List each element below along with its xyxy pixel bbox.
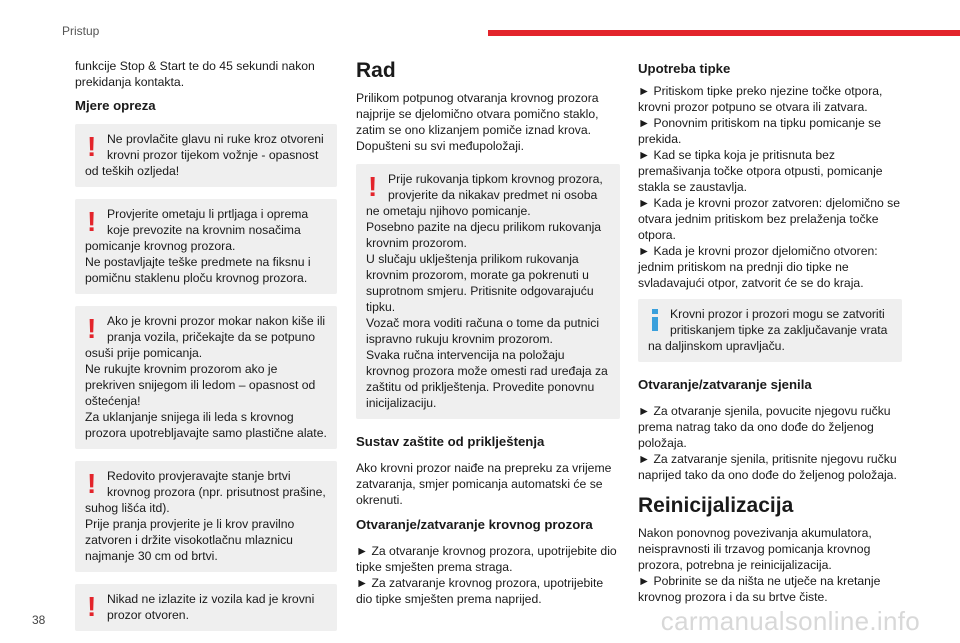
page-header-label: Pristup <box>62 24 100 38</box>
warning-text: osuši prije pomicanja. <box>85 346 203 360</box>
warning-text: od teških ozljeda! <box>85 164 180 178</box>
open-close-roof-text: ► Za otvaranje krovnog prozora, upotrijebite dio tipke smješten prema straga. ► Za zatvaranje krovnog prozora, upotrijebite dio tipke smješten prema naprijed. <box>356 544 617 606</box>
warning-box-2 <box>75 199 337 294</box>
warning-text: U slučaju uklještenja prilikom rukovanja krovnim prozorom, morate ga pokrenuti u suprotnom smjeru. Pritisnite odgovarajuću tipku. <box>366 252 594 314</box>
intro-text: funkcije Stop & Start te do 45 sekundi nakon prekidanja kontakta. <box>75 59 315 89</box>
warning-text: ne ometaju njihovo pomicanje. <box>366 204 531 218</box>
warning-text: Provjerite ometaju li prtljaga i oprema koje prevozite na krovnim nosačima <box>107 207 309 237</box>
warning-text: pomicanje krovnog prozora. <box>85 239 236 253</box>
warning-text: Posebno pazite na djecu prilikom rukovanja krovnim prozorom. <box>366 220 602 250</box>
warning-text: Ne postavljajte teške predmete na fiksnu i pomičnu staklenu ploču krovnog prozora. <box>85 255 311 285</box>
warning-text: Ne provlačite glavu ni ruke kroz otvoreni krovni prozor tijekom vožnje - opasnost <box>107 132 324 162</box>
operation-intro: Prilikom potpunog otvaranja krovnog prozora najprije se djelomično otvara pomično staklo, zatim se ono klizanjem pomiče iznad krova. Dopušteni su svi međupoložaji. <box>356 91 599 153</box>
anti-pinch-text: Ako krovni prozor naiđe na prepreku za vrijeme zatvaranja, smjer pomicanja automatski će se okrenuti. <box>356 461 612 507</box>
warning-icon: ! <box>87 313 97 344</box>
button-use-text: ► Pritiskom tipke preko njezine točke otpora, krovni prozor potpuno se otvara ili zatvara. ► Ponovnim pritiskom na tipku pomicanje se prekida. ► Kad se tipka koja je pritisnuta bez premašivanja točke otpora otpusti, pomicanje stakla se zaustavlja. ► Kada je krovni prozor zatvoren: djelomično se otvara jednim pritiskom bez prelaženja točke otpora. ► Kada je krovni prozor djelomično otvoren: jednim pritiskom na prednji dio tipke ne svladavajući otpor, zatvorit će se do kraja. <box>638 84 901 290</box>
warning-text: Za uklanjanje snijega ili leda s krovnog prozora upotrebljavajte samo plastične alate. <box>85 410 327 440</box>
warning-text: Redovito provjeravajte stanje brtvi krovnog prozora (npr. prisutnost prašine, <box>107 469 326 499</box>
warning-box-5 <box>75 584 337 631</box>
warning-text: suhog lišća itd). <box>85 501 170 515</box>
info-icon <box>652 309 658 331</box>
warning-icon: ! <box>87 131 97 162</box>
warning-icon: ! <box>87 468 97 499</box>
warning-box-1 <box>75 124 337 187</box>
heading-precautions: Mjere opreza <box>75 98 156 113</box>
info-text: Krovni prozor i prozori mogu se zatvoriti pritiskanjem tipke za zaključavanje vrata <box>670 307 888 337</box>
heading-anti-pinch: Sustav zaštite od priklještenja <box>356 434 545 449</box>
info-text: na daljinskom upravljaču. <box>648 339 785 353</box>
info-box-remote <box>638 299 902 362</box>
heading-blind: Otvaranje/zatvaranje sjenila <box>638 377 812 392</box>
warning-text: Vozač mora voditi računa o tome da putnici ispravno rukuju krovnim prozorom. <box>366 316 600 346</box>
column-middle <box>356 58 620 607</box>
warning-box-3 <box>75 306 337 449</box>
warning-box-4 <box>75 461 337 572</box>
section-title-reinit: Reinicijalizacija <box>638 494 794 517</box>
warning-icon: ! <box>87 206 97 237</box>
page-number: 38 <box>32 613 46 627</box>
warning-text: Nikad ne izlazite iz vozila kad je krovni prozor otvoren. <box>107 592 315 622</box>
blind-text: ► Za otvaranje sjenila, povucite njegovu ručku prema natrag tako da ono dođe do željenog položaja. ► Za zatvaranje sjenila, pritisnite njegovu ručku naprijed tako da ono dođe do željenog položaja. <box>638 404 897 482</box>
watermark: carmanualsonline.info <box>660 606 920 636</box>
column-left <box>75 58 337 643</box>
warning-text: Ne rukujte krovnim prozorom ako je prekriven snijegom ili ledom – opasnost od oštećenja! <box>85 362 316 408</box>
column-right <box>638 58 902 605</box>
warning-icon: ! <box>368 171 378 202</box>
warning-text: Prije pranja provjerite je li krov pravilno zatvoren i držite visokotlačnu mlaznicu najmanje 30 cm od brtvi. <box>85 517 295 563</box>
warning-box-operation <box>356 164 620 419</box>
header-accent-bar <box>488 30 960 36</box>
section-title-operation: Rad <box>356 59 396 82</box>
warning-text: Prije rukovanja tipkom krovnog prozora, provjerite da nikakav predmet ni osoba <box>388 172 603 202</box>
reinit-text: Nakon ponovnog povezivanja akumulatora, neispravnosti ili trzavog pomicanja krovnog prozora, potrebna je reinicijalizacija. ► Pobrinite se da ništa ne utječe na kretanje krovnog prozora i da su brtve čiste. <box>638 526 881 604</box>
warning-icon: ! <box>87 591 97 622</box>
warning-text: Svaka ručna intervencija na položaju krovnog prozora može omesti rad uređaja za zaštitu od priklještenja. Provedite ponovnu inicijalizaciju. <box>366 348 608 410</box>
heading-button-use: Upotreba tipke <box>638 61 731 76</box>
heading-open-close-roof: Otvaranje/zatvaranje krovnog prozora <box>356 517 593 532</box>
warning-text: Ako je krovni prozor mokar nakon kiše ili pranja vozila, pričekajte da se potpuno <box>107 314 326 344</box>
